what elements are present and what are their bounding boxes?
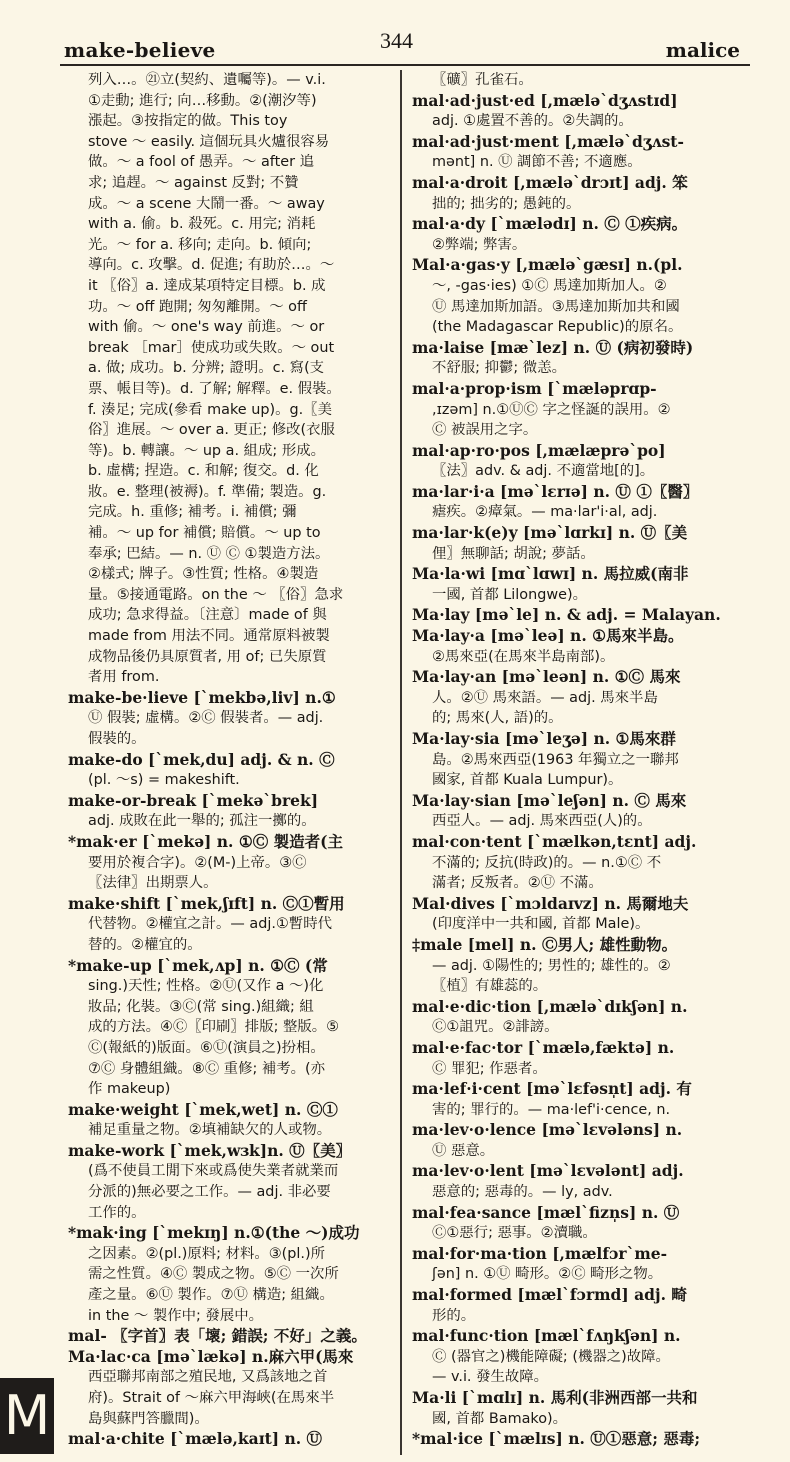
entry-headword-line: make-work [ˋmek,wɜk]n. Ⓤ〖美〗 (68, 1140, 352, 1160)
entry-headword-line: mal·ad·just·ed [,mæləˋdʒʌstɪd] (412, 90, 678, 110)
entry-text-line: adj. ①處置不善的。②失調的。 (432, 113, 633, 130)
entry-text-line: ①走動; 進行; 向…移動。②(潮汐等) (88, 92, 317, 109)
entry-headword-line: ma·lev·o·lent [məˋlɛvələnt] adj. (412, 1161, 684, 1181)
entry-text-line: — v.i. 發生故障。 (432, 1369, 549, 1386)
entry-text-line: 工作的。 (88, 1204, 146, 1221)
entry-text-line: Ⓒ①詛咒。②誹謗。 (432, 1019, 559, 1036)
entry-headword-line: ma·lef·i·cent [məˋlɛfəsn̩t] adj. 有 (412, 1079, 692, 1099)
entry-headword-line: ‡male [mel] n. Ⓒ男人; 雄性動物。 (412, 934, 678, 954)
entry-text-line: 害的; 罪行的。— ma·lef'i·cence, n. (432, 1101, 671, 1118)
entry-text-line: 妝品; 化裝。③Ⓒ(常 sing.)組織; 組 (88, 998, 314, 1015)
entry-text-line: 成的方法。④Ⓒ〖印刷〗排版; 整版。⑤ (88, 1019, 340, 1036)
entry-text-line: b. 虛構; 捏造。c. 和解; 復交。d. 化 (88, 463, 319, 480)
entry-text-line: Ⓒ①惡行; 惡事。②瀆職。 (432, 1225, 597, 1242)
entry-headword-line: mal·con·tent [ˋmælkən,tɛnt] adj. (412, 831, 697, 851)
entry-text-line: 〖法律〗出期票人。 (88, 875, 218, 892)
entry-text-line: 功。～ off 跑開; 匆匆離開。～ off (88, 298, 307, 315)
entry-headword-line: mal·a·droit [,mæləˋdrɔɪt] adj. 笨 (412, 172, 688, 192)
entry-headword-line: Ma·lac·ca [məˋlækə] n.麻六甲(馬來 (68, 1346, 354, 1366)
entry-text-line: 西亞人。— adj. 馬來西亞(人)的。 (432, 813, 652, 830)
entry-text-line: ②樣式; 牌子。③性質; 性格。④製造 (88, 566, 319, 583)
entry-headword-line: ma·lar·k(e)y [məˋlɑrkɪ] n. Ⓤ〖美 (412, 523, 688, 543)
entry-text-line: 西亞聯邦南部之殖民地, 又爲該地之首 (88, 1369, 328, 1386)
entry-text-line: break ［mar］使成功或失敗。～ out (88, 339, 335, 356)
entry-headword-line: mal·e·dic·tion [,mæləˋdɪkʃən] n. (412, 996, 688, 1016)
entry-text-line: (印度洋中一共和國, 首都 Male)。 (432, 916, 650, 933)
entry-text-line: 妝。e. 整理(被褥)。f. 準備; 製造。g. (88, 483, 327, 500)
entry-headword-line: mal·ad·just·ment [,mæləˋdʒʌst- (412, 131, 684, 151)
entry-text-line: 成功; 急求得益。〔注意〕made of 與 (88, 607, 327, 624)
thumb-index-tab[interactable]: M (0, 1378, 54, 1454)
entry-text-line: 的; 馬來(人, 語)的。 (432, 710, 563, 727)
entry-text-line: (the Madagascar Republic)的原名。 (432, 319, 683, 336)
entry-text-line: 漲起。③按指定的做。This toy (88, 113, 288, 130)
entry-text-line: 島。②馬來西亞(1963 年獨立之一聯邦 (432, 751, 679, 768)
entry-text-line: with 偷。～ one's way 前進。～ or (88, 319, 325, 336)
entry-headword-line: *mak·er [ˋmekə] n. ①Ⓒ 製造者(主 (68, 831, 343, 851)
entry-text-line: 作 makeup) (88, 1081, 171, 1098)
entry-text-line: 替的。②權宜的。 (88, 936, 202, 953)
entry-headword-line: mal·formed [mælˋfɔrmd] adj. 畸 (412, 1285, 687, 1305)
entry-text-line: 不滿的; 反抗(時政)的。— n.①Ⓒ 不 (432, 854, 662, 871)
entry-text-line: 不舒服; 抑鬱; 微恙。 (432, 360, 566, 377)
entry-text-line: it 〖俗〗a. 達成某項特定目標。b. 成 (88, 277, 326, 294)
entry-headword-line: Ma·lay·an [məˋleən] n. ①Ⓒ 馬來 (412, 667, 681, 687)
entry-headword-line: Ma·la·wi [mɑˋlɑwɪ] n. 馬拉威(南非 (412, 564, 689, 584)
entry-headword-line: mal·ap·ro·pos [,mælæprəˋpo] (412, 440, 666, 460)
entry-headword-line: Ma·lay·sia [məˋleʒə] n. ①馬來群 (412, 729, 676, 748)
left-column (68, 70, 392, 1450)
entry-text-line: 俗〗進展。～ over a. 更正; 修改(衣服 (88, 422, 335, 439)
entry-text-line: 列入…。㉑立(契約、遺囑等)。— v.i. (88, 72, 326, 88)
column-divider (400, 70, 402, 1455)
entry-text-line: stove ～ easily. 這個玩具火爐很容易 (88, 133, 330, 150)
entry-text-line: 分派的)無必要之工作。— adj. 非必要 (88, 1184, 331, 1201)
entry-text-line: Ⓤ 假裝; 虛構。②Ⓒ 假裝者。— adj. (88, 710, 324, 727)
entry-text-line: Ⓒ 罪犯; 作惡者。 (432, 1060, 547, 1077)
entry-headword-line: Ma·lay·a [məˋleə] n. ①馬來半島。 (412, 626, 684, 646)
entry-headword-line: mal·e·fac·tor [ˋmælə,fæktə] n. (412, 1037, 675, 1057)
entry-text-line: sing.)天性; 性格。②Ⓤ(又作 a ～)化 (88, 978, 324, 995)
entry-text-line: Ⓤ 馬達加斯加語。③馬達加斯加共和國 (432, 298, 680, 315)
entry-headword-line: Ma·lay [məˋle] n. & adj. = Malayan. (412, 605, 721, 625)
entry-text-line: f. 湊足; 完成(參看 make up)。g.〖美 (88, 401, 332, 418)
entry-text-line: ～, -gas·ies) ①Ⓒ 馬達加斯加人。② (432, 277, 667, 294)
entry-headword-line: ma·lar·i·a [məˋlɛrɪə] n. Ⓤ ①〖醫〗 (412, 481, 699, 501)
entry-text-line: ⑦Ⓒ 身體組織。⑧Ⓒ 重修; 補考。(亦 (88, 1060, 326, 1077)
entry-text-line: — adj. ①陽性的; 男性的; 雄性的。② (432, 957, 671, 974)
entry-text-line: 一國, 首都 Lilongwe)。 (432, 586, 587, 603)
entry-text-line: 形的。 (432, 1307, 476, 1324)
entry-text-line: ②馬來亞(在馬來半島南部)。 (432, 648, 615, 665)
entry-text-line: 要用於複合字)。②(M-)上帝。③Ⓒ (88, 854, 307, 871)
entry-text-line: 惡意的; 惡毒的。— ly, adv. (432, 1184, 613, 1201)
entry-text-line: with a. 偷。b. 殺死。c. 用完; 消耗 (88, 216, 316, 233)
entry-text-line: 國, 首都 Bamako)。 (432, 1410, 568, 1427)
entry-text-line: 求; 追趕。～ against 反對; 不贊 (88, 174, 299, 191)
entry-headword-line: Mal·dives [ˋmɔldaɪvz] n. 馬爾地夫 (412, 893, 689, 913)
entry-headword-line: *mal·ice [ˋmælɪs] n. Ⓤ①惡意; 惡毒; (412, 1429, 701, 1449)
entry-text-line: 人。②Ⓤ 馬來語。— adj. 馬來半島 (432, 689, 658, 706)
entry-text-line: 奉承; 巴結。— n. Ⓤ Ⓒ ①製造方法。 (88, 545, 330, 562)
entry-text-line: 光。～ for a. 移向; 走向。b. 傾向; (88, 236, 312, 253)
entry-text-line: 補。～ up for 補償; 賠償。～ up to (88, 525, 321, 542)
entry-text-line: mənt] n. Ⓤ 調節不善; 不適應。 (432, 154, 642, 171)
entry-headword-line: make·shift [ˋmek,ʃɪft] n. Ⓒ①暫用 (68, 893, 345, 913)
entry-text-line: 國家, 首都 Kuala Lumpur)。 (432, 772, 623, 789)
entry-text-line: 〖植〗有雄蕊的。 (432, 978, 548, 995)
entry-text-line: ʃən] n. ①Ⓤ 畸形。②Ⓒ 畸形之物。 (432, 1266, 663, 1283)
entry-headword-line: mal- 〖字首〗表「壞; 錯誤; 不好」之義。 (68, 1326, 367, 1346)
entry-headword-line: make-be·lieve [ˋmekbə,liv] n.① (68, 687, 336, 707)
header-rule (60, 64, 750, 66)
entry-text-line: 〖法〗adv. & adj. 不適當地[的]。 (432, 463, 655, 480)
entry-text-line: 做。～ a fool of 愚弄。～ after 追 (88, 154, 314, 171)
entry-text-line: Ⓒ 被誤用之字。 (432, 422, 538, 439)
entry-headword-line: make-or-break [ˋmekəˋbrek] (68, 790, 319, 810)
entry-text-line: 俚〗無聊話; 胡說; 夢話。 (432, 545, 595, 562)
right-column (412, 70, 740, 1450)
entry-headword-line: ma·laise [mæˋlez] n. Ⓤ (病初發時) (412, 337, 694, 357)
left-guide-word: make-believe (64, 38, 216, 62)
entry-text-line: 府)。Strait of ～麻六甲海峽(在馬來半 (88, 1390, 335, 1406)
entry-text-line: ②弊端; 弊害。 (432, 236, 527, 253)
page-number: 344 (380, 28, 413, 53)
entry-text-line: (pl. ～s) = makeshift. (88, 772, 240, 789)
entry-text-line: 等)。b. 轉讓。～ up a. 組成; 形成。 (88, 442, 325, 459)
entry-headword-line: Ma·li [ˋmɑlɪ] n. 馬利(非洲西部一共和 (412, 1388, 698, 1407)
entry-headword-line: make·weight [ˋmek,wet] n. Ⓒ① (68, 1099, 338, 1119)
entry-headword-line: mal·a·dy [ˋmælədɪ] n. Ⓒ ①疾病。 (412, 214, 688, 234)
entry-text-line: 〖礦〗孔雀石。 (432, 72, 533, 88)
entry-text-line: 量。⑤接通電路。on the ～ 〖俗〗急求 (88, 586, 344, 603)
entry-text-line: ,ɪzəm] n.①ⓊⒸ 字之怪誕的誤用。② (432, 401, 671, 418)
entry-text-line: 瘧疾。②瘴氣。— ma·lar'i·al, adj. (432, 504, 658, 521)
entry-headword-line: mal·fea·sance [mælˋfizn̩s] n. Ⓤ (412, 1202, 680, 1222)
entry-text-line: (爲不使員工閒下來或爲使失業者就業而 (88, 1163, 339, 1180)
entry-text-line: 滿者; 反叛者。②Ⓤ 不滿。 (432, 875, 603, 892)
entry-text-line: 票、帳目等)。d. 了解; 解釋。e. 假裝。 (88, 380, 341, 397)
entry-headword-line: Mal·a·gas·y [,mæləˋgæsɪ] n.(pl. (412, 255, 683, 275)
entry-text-line: Ⓤ 惡意。 (432, 1142, 495, 1159)
entry-text-line: 補足重量之物。②填補缺欠的人或物。 (88, 1122, 332, 1139)
entry-text-line: 需之性質。④Ⓒ 製成之物。⑤Ⓒ 一次所 (88, 1266, 339, 1283)
entry-text-line: a. 做; 成功。b. 分辨; 證明。c. 寫(支 (88, 360, 325, 377)
entry-headword-line: mal·a·chite [ˋmælə,kaɪt] n. Ⓤ (68, 1429, 323, 1449)
entry-headword-line: mal·a·prop·ism [ˋmæləprɑp- (412, 378, 657, 398)
entry-text-line: 之因素。②(pl.)原料; 材料。③(pl.)所 (88, 1245, 326, 1262)
entry-text-line: made from 用法不同。通常原料被製 (88, 628, 330, 645)
entry-text-line: 導向。c. 攻擊。d. 促進; 有助於…。～ (88, 257, 335, 274)
entry-text-line: 拙的; 拙劣的; 愚鈍的。 (432, 195, 581, 212)
entry-text-line: 成物品後仍具原質者, 用 of; 已失原質 (88, 648, 327, 665)
entry-headword-line: mal·for·ma·tion [,mælfɔrˋme- (412, 1243, 668, 1263)
entry-headword-line: *mak·ing [ˋmekɪŋ] n.①(the ～)成功 (68, 1223, 360, 1243)
entry-text-line: 島與蘇門答臘間)。 (88, 1410, 209, 1427)
entry-headword-line: *make-up [ˋmek,ʌp] n. ①Ⓒ (常 (68, 955, 328, 975)
entry-text-line: 成。～ a scene 大鬧一番。～ away (88, 195, 325, 212)
entry-headword-line: ma·lev·o·lence [məˋlɛvələns] n. (412, 1120, 683, 1140)
right-guide-word: malice (665, 38, 740, 62)
entry-headword-line: make-do [ˋmek,du] adj. & n. Ⓒ (68, 749, 335, 769)
entry-text-line: Ⓒ(報紙的)版面。⑥Ⓤ(演員之)扮相。 (88, 1039, 325, 1056)
entry-headword-line: Ma·lay·sian [məˋleʃən] n. Ⓒ 馬來 (412, 790, 687, 810)
entry-headword-line: mal·func·tion [mælˋfʌŋkʃən] n. (412, 1326, 681, 1346)
entry-text-line: 假裝的。 (88, 731, 146, 747)
entry-text-line: Ⓒ (器官之)機能障礙; (機器之)故障。 (432, 1348, 670, 1365)
entry-text-line: 完成。h. 重修; 補考。i. 補償; 彌 (88, 504, 297, 521)
entry-text-line: in the ～ 製作中; 發展中。 (88, 1307, 264, 1324)
entry-text-line: 者用 from. (88, 669, 160, 686)
entry-text-line: 代替物。②權宜之計。— adj.①暫時代 (88, 916, 332, 933)
entry-text-line: adj. 成敗在此一舉的; 孤注一擲的。 (88, 813, 316, 830)
entry-text-line: 產之量。⑥Ⓤ 製作。⑦Ⓤ 構造; 組織。 (88, 1287, 334, 1304)
